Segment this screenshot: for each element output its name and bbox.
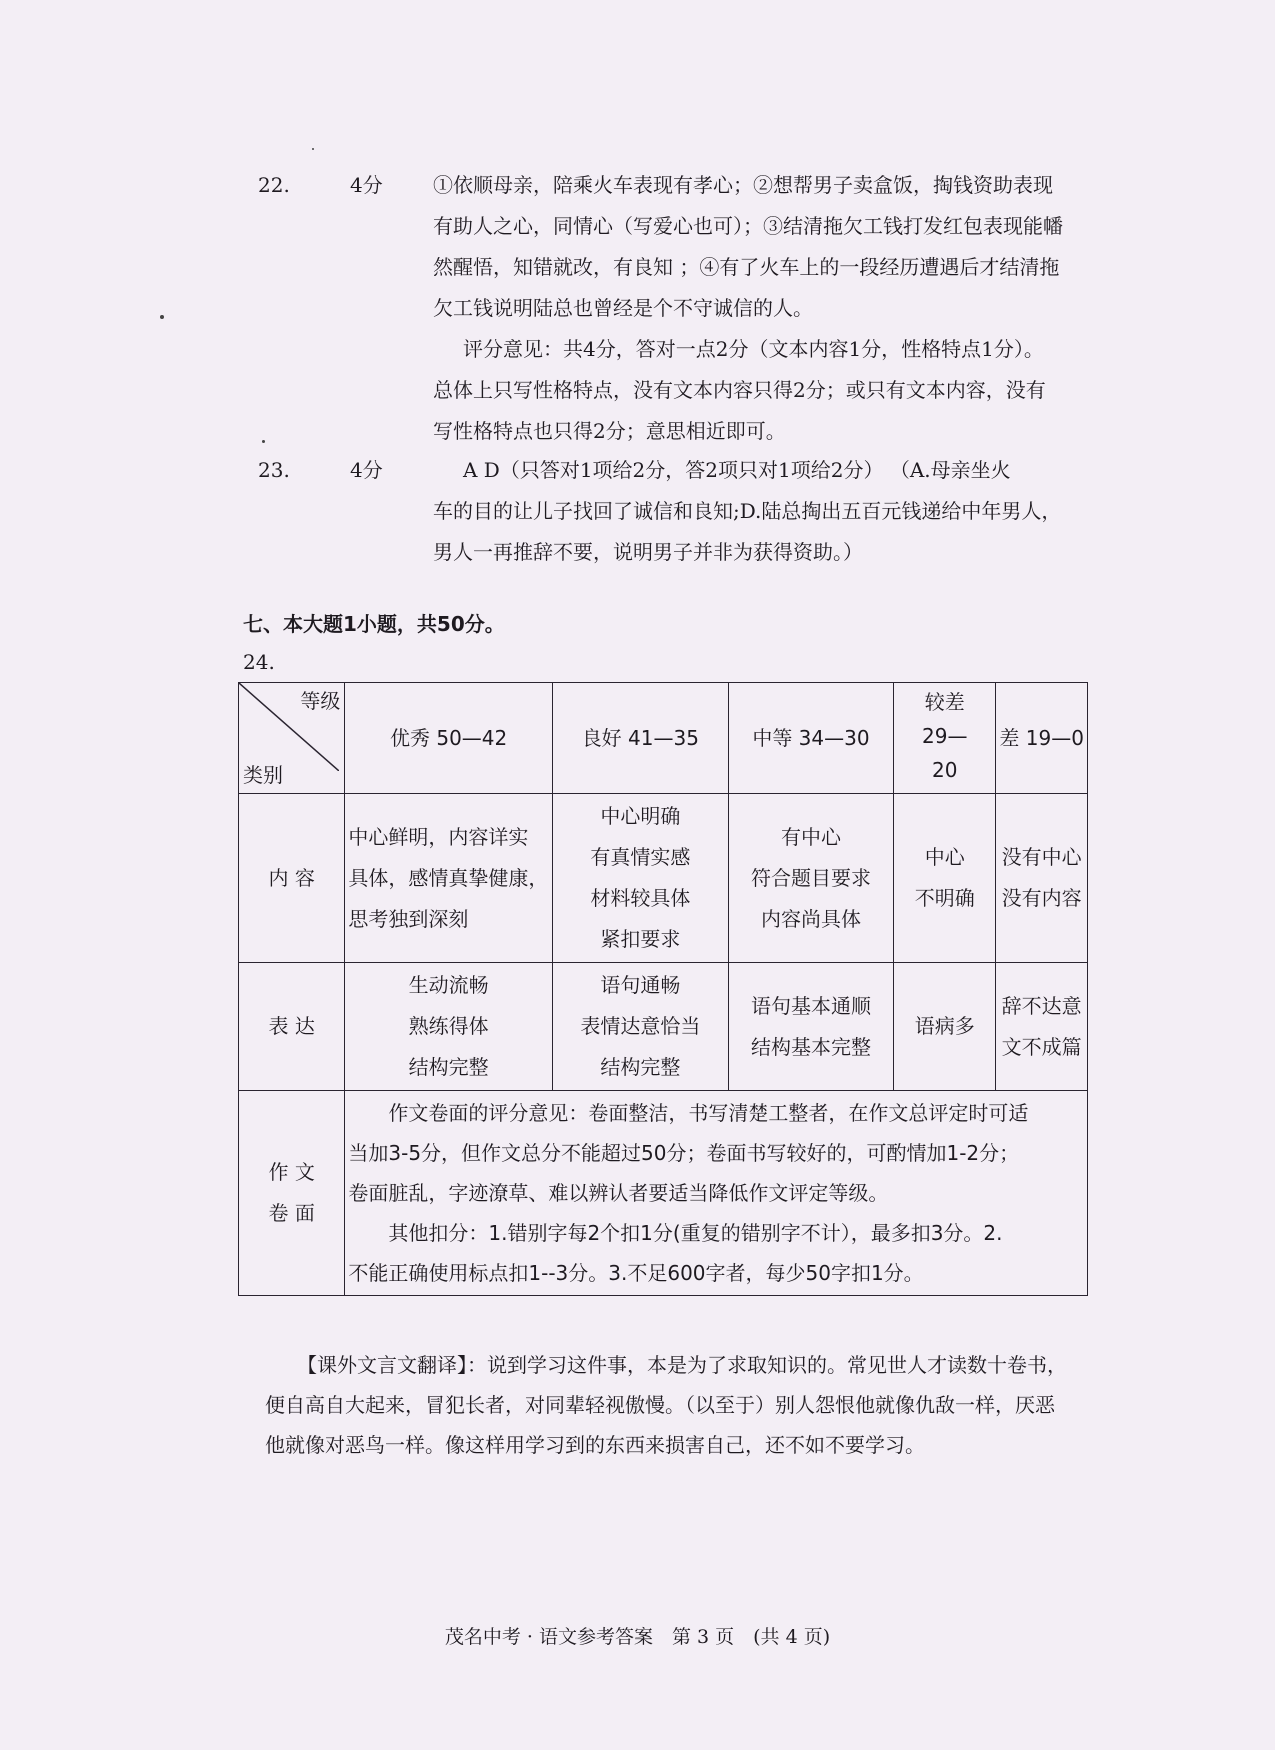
diagonal-header-cell <box>239 683 345 794</box>
cell-line: 有真情实感 <box>590 845 691 869</box>
cell-line: 没有中心 <box>1001 845 1082 869</box>
question-points: 4分 <box>350 173 383 197</box>
answer-line: 然醒悟，知错就改，有良知 ；④有了火车上的一段经历遭遇后才结清拖 <box>433 255 1060 279</box>
section-heading: 七、本大题1小题，共50分。 <box>243 612 505 636</box>
level-header-text: 较差 29—20 <box>922 690 968 782</box>
scan-speck <box>262 440 265 443</box>
scan-speck <box>312 148 314 150</box>
paper-line: 当加3-5分，但作文总分不能超过50分；卷面书写较好的，可酌情加1-2分； <box>348 1141 1020 1165</box>
level-header: 良好 41—35 <box>552 683 728 794</box>
answer-line: 有助人之心，同情心（写爱心也可）；③结清拖欠工钱打发红包表现能幡 <box>433 214 1063 238</box>
scan-speck <box>160 315 164 319</box>
paper-line: 不能正确使用标点扣1--3分。3.不足600字者，每少50字扣1分。 <box>348 1261 924 1285</box>
answer-line: A D（只答对1项给2分，答2项只对1项给2分） （A.母亲坐火 <box>463 458 1011 482</box>
scoring-line: 评分意见：共4分，答对一点2分（文本内容1分，性格特点1分）。 <box>463 337 1044 361</box>
translation-paragraph <box>265 1345 1095 1465</box>
page-footer: 茂名中考 · 语文参考答案 第 3 页 (共 4 页) <box>444 1626 831 1648</box>
cell-line: 没有内容 <box>1001 886 1082 910</box>
level-header <box>894 683 996 794</box>
paper-line: 卷面脏乱，字迹潦草、难以辨认者要适当降低作文评定等级。 <box>348 1181 889 1205</box>
question-points: 4分 <box>350 458 383 482</box>
cell-line: 中心 <box>924 845 965 869</box>
row-category: 表 达 <box>239 963 345 1091</box>
category-line: 作 文 <box>268 1160 315 1184</box>
cell-line: 语句通畅 <box>600 973 681 997</box>
cell-line: 语句基本通顺 <box>750 993 871 1018</box>
grading-table <box>238 682 1088 1296</box>
cell-line: 有中心 <box>780 824 841 849</box>
cell-line: 思考独到深刻 <box>348 906 469 931</box>
cell-line: 生动流畅 <box>408 973 489 997</box>
answer-line: 车的目的让儿子找回了诚信和良知;D.陆总掏出五百元钱递给中年男人， <box>433 499 1062 523</box>
table-cell <box>728 794 893 963</box>
translation-line: 【课外文言文翻译】：说到学习这件事，本是为了求取知识的。常见世人才读数十卷书， <box>297 1353 1067 1377</box>
table-header-row <box>239 683 1088 794</box>
cell-line: 中心明确 <box>600 804 681 828</box>
cell-line: 材料较具体 <box>590 886 691 910</box>
answer-line: 欠工钱说明陆总也曾经是个不守诚信的人。 <box>433 296 813 320</box>
translation-line: 他就像对恶鸟一样。像这样用学习到的东西来损害自己，还不如不要学习。 <box>265 1433 925 1457</box>
question-number: 24. <box>243 650 275 674</box>
cell-line: 结构完整 <box>408 1055 489 1079</box>
level-header: 优秀 50—42 <box>345 683 553 794</box>
cell-line: 中心鲜明，内容详实 <box>348 824 529 849</box>
cell-line: 语病多 <box>914 1014 975 1038</box>
table-cell <box>728 963 893 1091</box>
table-cell <box>345 794 553 963</box>
cell-line: 结构基本完整 <box>750 1034 871 1059</box>
question-number: 23. <box>258 458 290 482</box>
header-category: 类别 <box>243 763 283 787</box>
row-category: 内 容 <box>239 794 345 963</box>
table-cell <box>894 794 996 963</box>
table-cell <box>552 794 728 963</box>
answer-text <box>433 450 1063 573</box>
table-row-expression <box>239 963 1088 1091</box>
answer-line: 男人一再推辞不要，说明男子并非为获得资助。） <box>433 540 863 564</box>
cell-line: 结构完整 <box>600 1055 681 1079</box>
translation-line: 便自高自大起来，冒犯长者，对同辈轻视傲慢。（以至于）别人怨恨他就像仇敌一样，厌恶 <box>265 1393 1055 1417</box>
category-line: 卷 面 <box>268 1201 315 1225</box>
cell-line: 辞不达意 <box>1001 993 1082 1018</box>
cell-line: 紧扣要求 <box>600 927 681 951</box>
paper-line: 其他扣分：1.错别字每2个扣1分(重复的错别字不计），最多扣3分。2. <box>388 1221 1003 1245</box>
scoring-line: 总体上只写性格特点，没有文本内容只得2分；或只有文本内容，没有 <box>433 378 1046 402</box>
table-row-content <box>239 794 1088 963</box>
scoring-line: 写性格特点也只得2分；意思相近即可。 <box>433 419 786 443</box>
paper-line: 作文卷面的评分意见：卷面整洁，书写清楚工整者，在作文总评定时可适 <box>388 1101 1029 1125</box>
cell-line: 具体，感情真挚健康， <box>348 865 549 890</box>
paper-scoring-cell <box>345 1091 1088 1296</box>
table-cell <box>996 794 1088 963</box>
cell-line: 不明确 <box>914 886 975 910</box>
cell-line: 熟练得体 <box>408 1014 489 1038</box>
level-header: 中等 34—30 <box>728 683 893 794</box>
cell-line: 内容尚具体 <box>760 906 861 931</box>
answer-line: ①依顺母亲，陪乘火车表现有孝心；②想帮男子卖盒饭，掏钱资助表现 <box>433 173 1053 197</box>
table-cell <box>552 963 728 1091</box>
answer-text <box>433 165 1063 452</box>
table-cell <box>894 963 996 1091</box>
cell-line: 符合题目要求 <box>750 865 871 890</box>
table-cell <box>996 963 1088 1091</box>
table-cell <box>345 963 553 1091</box>
header-grade: 等级 <box>300 689 341 713</box>
table-row-paper <box>239 1091 1088 1296</box>
row-category <box>239 1091 345 1296</box>
cell-line: 文不成篇 <box>1001 1034 1082 1059</box>
level-header: 差 19—0 <box>996 683 1088 794</box>
question-number: 22. <box>258 173 290 197</box>
cell-line: 表情达意恰当 <box>580 1014 701 1038</box>
